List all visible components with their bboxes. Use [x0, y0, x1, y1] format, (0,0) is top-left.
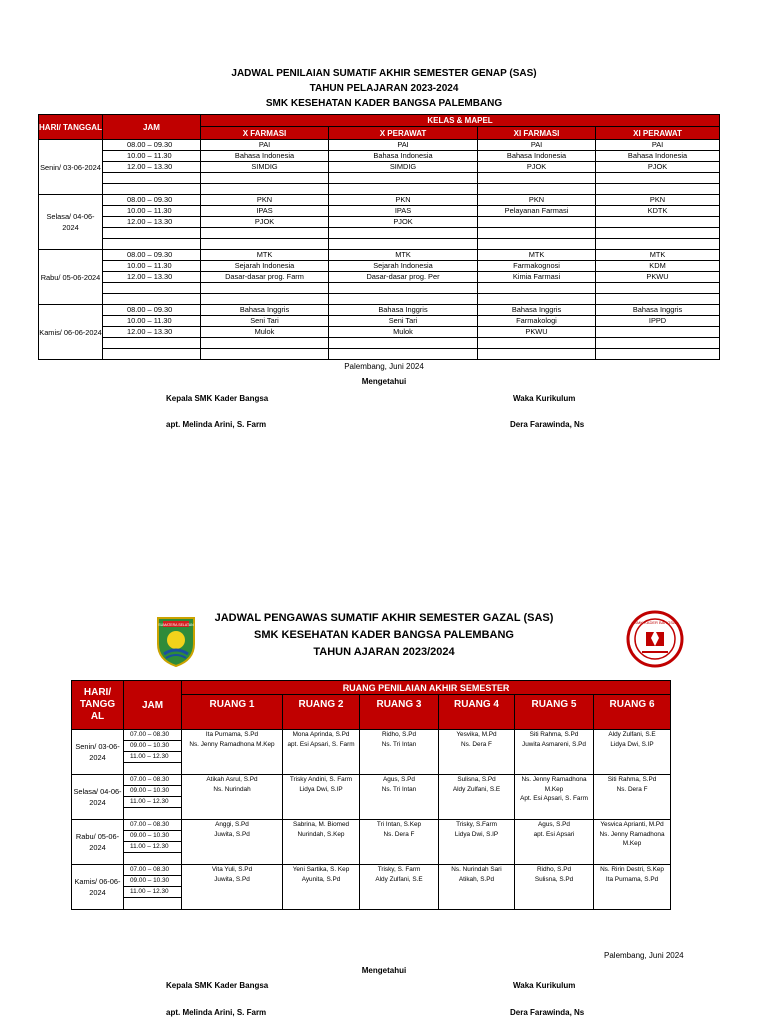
blank-cell: [596, 283, 720, 294]
blank-cell: [103, 184, 201, 195]
doc2-title-line-3: TAHUN AJARAN 2023/2024: [313, 646, 455, 658]
supervisor-cell: Ita Purnama, S.Pd Ns. Jenny Ramadhona M.Kep: [182, 730, 283, 775]
blank-cell: [103, 349, 201, 360]
blank-cell: [329, 349, 478, 360]
day-cell: Selasa/ 04-06-2024: [39, 195, 103, 250]
subject-cell: [596, 217, 720, 228]
supervisor-cell: Trisky, S.Farm Lidya Dwi, S.IP: [439, 820, 515, 865]
header-room: RUANG 6: [594, 695, 671, 730]
blank-row: [39, 239, 720, 250]
table-row: [39, 305, 720, 316]
header-room: RUANG 4: [439, 695, 515, 730]
subject-cell: MTK: [329, 250, 478, 261]
blank-cell: [596, 294, 720, 305]
blank-cell: [329, 228, 478, 239]
subject-cell: Farmakologi: [478, 316, 596, 327]
supervisor-cell: Anggi, S.Pd Juwita, S.Pd: [182, 820, 283, 865]
blank-cell: [201, 173, 329, 184]
day-cell: Rabu/ 05-06-2024: [39, 250, 103, 305]
time-cell: 10.00 – 11.30: [103, 206, 201, 217]
blank-cell: [596, 239, 720, 250]
subject-cell: Seni Tari: [201, 316, 329, 327]
blank-cell: [478, 283, 596, 294]
subject-cell: Dasar-dasar prog. Per: [329, 272, 478, 283]
time-cell: 08.00 – 09.30: [103, 305, 201, 316]
supervisor-cell: Yesvica Aprianti, M.Pd Ns. Jenny Ramadhona M.Kep: [594, 820, 671, 865]
blank-cell: [201, 294, 329, 305]
blank-cell: [329, 283, 478, 294]
table-row: [39, 316, 720, 327]
blank-cell: [478, 228, 596, 239]
subject-cell: PAI: [596, 140, 720, 151]
blank-row: [39, 349, 720, 360]
blank-cell: [201, 239, 329, 250]
subject-cell: MTK: [478, 250, 596, 261]
time-cell: 12.00 – 13.30: [103, 217, 201, 228]
header-class: XI PERAWAT: [596, 127, 720, 140]
subject-cell: PAI: [201, 140, 329, 151]
header-room: RUANG 3: [360, 695, 439, 730]
subject-cell: KDTK: [596, 206, 720, 217]
supervisor-cell: Trisky, S. Farm Aldy Zulfani, S.E: [360, 865, 439, 910]
blank-cell: [478, 349, 596, 360]
blank-cell: [329, 294, 478, 305]
subject-cell: IPAS: [329, 206, 478, 217]
time-cell: 11.00 – 12.30: [124, 842, 182, 853]
blank-cell: [478, 294, 596, 305]
blank-cell: [201, 184, 329, 195]
time-cell: 12.00 – 13.30: [103, 272, 201, 283]
supervisor-cell: Tri Intan, S.Kep Ns. Dera F: [360, 820, 439, 865]
blank-row: [39, 173, 720, 184]
table-row: [39, 206, 720, 217]
blank-cell: [124, 853, 182, 865]
supervisor-cell: Aldy Zulfani, S.E Lidya Dwi, S.IP: [594, 730, 671, 775]
subject-cell: IPAS: [201, 206, 329, 217]
subject-cell: PJOK: [596, 162, 720, 173]
blank-cell: [478, 184, 596, 195]
header-class: X FARMASI: [201, 127, 329, 140]
subject-cell: PKWU: [596, 272, 720, 283]
subject-cell: PKWU: [478, 327, 596, 338]
subject-cell: PKN: [201, 195, 329, 206]
time-cell: 11.00 – 12.30: [124, 797, 182, 808]
header-class: XI FARMASI: [478, 127, 596, 140]
table-row: [72, 775, 671, 786]
day-cell: Selasa/ 04-06-2024: [72, 775, 124, 820]
header-jam: JAM: [124, 681, 182, 730]
table-row: [72, 730, 671, 741]
blank-row: [39, 228, 720, 239]
subject-cell: Mulok: [201, 327, 329, 338]
supervisor-cell: Mona Aprinda, S.Pd apt. Esi Apsari, S. Farm: [283, 730, 360, 775]
table-row: [72, 820, 671, 831]
blank-cell: [124, 898, 182, 910]
blank-cell: [201, 349, 329, 360]
supervisor-cell: Sulisna, S.Pd Aldy Zulfani, S.E: [439, 775, 515, 820]
header-ruang-group: RUANG PENILAIAN AKHIR SEMESTER: [182, 681, 671, 695]
header-kelas-mapel: KELAS & MAPEL: [201, 115, 720, 127]
blank-cell: [103, 338, 201, 349]
supervisor-cell: Agus, S.Pd Ns. Tri Intan: [360, 775, 439, 820]
subject-cell: [596, 327, 720, 338]
time-cell: 12.00 – 13.30: [103, 327, 201, 338]
table-row: [39, 151, 720, 162]
doc1-title-line-1: JADWAL PENILAIAN SUMATIF AKHIR SEMESTER GENAP (SAS): [231, 68, 537, 79]
supervisor-cell: Ns. Nurindah Sari Atikah, S.Pd: [439, 865, 515, 910]
blank-cell: [103, 283, 201, 294]
subject-cell: PJOK: [478, 162, 596, 173]
subject-cell: Bahasa Inggris: [201, 305, 329, 316]
subject-cell: Kimia Farmasi: [478, 272, 596, 283]
table-row: [39, 327, 720, 338]
time-cell: 09.00 – 10.30: [124, 741, 182, 752]
header-room: RUANG 2: [283, 695, 360, 730]
doc1-right-name: Dera Farawinda, Ns: [510, 420, 585, 429]
supervisor-cell: Ns. Jenny Ramadhona M.Kep Apt. Esi Apsari, S. Farm: [515, 775, 594, 820]
header-day: HARI/ TANGG AL: [72, 681, 124, 730]
subject-cell: PJOK: [329, 217, 478, 228]
subject-cell: Bahasa Inggris: [478, 305, 596, 316]
blank-cell: [103, 228, 201, 239]
time-cell: 11.00 – 12.30: [124, 752, 182, 763]
time-cell: 07.00 – 08.30: [124, 730, 182, 741]
time-cell: 09.00 – 10.30: [124, 831, 182, 842]
time-cell: 09.00 – 10.30: [124, 786, 182, 797]
subject-cell: MTK: [201, 250, 329, 261]
day-cell: Senin/ 03-06-2024: [39, 140, 103, 195]
supervisor-cell: Atikah Asrul, S.Pd Ns. Nurindah: [182, 775, 283, 820]
blank-cell: [596, 349, 720, 360]
supervisor-cell: Trisky Andini, S. Farm Lidya Dwi, S.IP: [283, 775, 360, 820]
day-cell: Kamis/ 06-06-2024: [39, 305, 103, 360]
day-cell: Kamis/ 06-06-2024: [72, 865, 124, 910]
subject-cell: KDM: [596, 261, 720, 272]
supervisor-cell: Siti Rahma, S.Pd Ns. Dera F: [594, 775, 671, 820]
table-row: [39, 272, 720, 283]
blank-cell: [596, 338, 720, 349]
school-logo-label: SMK KADER BANGSA: [634, 620, 676, 625]
doc1-place-date: Palembang, Juni 2024: [344, 362, 424, 371]
time-cell: 07.00 – 08.30: [124, 865, 182, 876]
table-row: [39, 162, 720, 173]
doc2-mengetahui: Mengetahui: [361, 966, 407, 975]
subject-cell: SIMDIG: [329, 162, 478, 173]
subject-cell: PKN: [329, 195, 478, 206]
supervisor-cell: Yesvika, M.Pd Ns. Dera F: [439, 730, 515, 775]
supervisor-schedule-table: [71, 680, 671, 910]
header-room: RUANG 1: [182, 695, 283, 730]
subject-cell: Farmakognosi: [478, 261, 596, 272]
header-class: X PERAWAT: [329, 127, 478, 140]
exam-schedule-table: [38, 114, 720, 360]
blank-cell: [478, 173, 596, 184]
blank-cell: [124, 808, 182, 820]
table-row: [39, 195, 720, 206]
blank-cell: [201, 283, 329, 294]
schedule-body: [39, 140, 720, 360]
header-room: RUANG 5: [515, 695, 594, 730]
blank-row: [39, 294, 720, 305]
subject-cell: PJOK: [201, 217, 329, 228]
time-cell: 07.00 – 08.30: [124, 775, 182, 786]
blank-cell: [329, 173, 478, 184]
doc2-left-name: apt. Melinda Arini, S. Farm: [166, 1008, 267, 1017]
doc2-left-role: Kepala SMK Kader Bangsa: [166, 981, 269, 990]
table-row: [39, 250, 720, 261]
doc1-left-name: apt. Melinda Arini, S. Farm: [166, 420, 267, 429]
subject-cell: PAI: [478, 140, 596, 151]
subject-cell: [478, 217, 596, 228]
blank-cell: [103, 294, 201, 305]
supervisor-cell: Ridho, S.Pd Sulisna, S.Pd: [515, 865, 594, 910]
doc2-right-name: Dera Farawinda, Ns: [510, 1008, 585, 1017]
supervisor-cell: Agus, S.Pd apt. Esi Apsari: [515, 820, 594, 865]
subject-cell: Mulok: [329, 327, 478, 338]
subject-cell: Seni Tari: [329, 316, 478, 327]
subject-cell: Pelayanan Farmasi: [478, 206, 596, 217]
blank-cell: [329, 338, 478, 349]
time-cell: 12.00 – 13.30: [103, 162, 201, 173]
subject-cell: Dasar-dasar prog. Farm: [201, 272, 329, 283]
subject-cell: SIMDIG: [201, 162, 329, 173]
blank-row: [39, 283, 720, 294]
blank-cell: [103, 173, 201, 184]
subject-cell: Bahasa Indonesia: [478, 151, 596, 162]
supervisor-cell: Sabrina, M. Biomed Nurindah, S.Kep: [283, 820, 360, 865]
time-cell: 11.00 – 12.30: [124, 887, 182, 898]
supervisor-body: [72, 730, 671, 910]
table-row: [39, 217, 720, 228]
doc1-right-role: Waka Kurikulum: [513, 394, 576, 403]
subject-cell: PKN: [596, 195, 720, 206]
table-row: [39, 140, 720, 151]
doc1-title-line-2: TAHUN PELAJARAN 2023-2024: [309, 83, 459, 94]
blank-cell: [478, 338, 596, 349]
header-day: HARI/ TANGGAL: [39, 115, 103, 140]
time-cell: 10.00 – 11.30: [103, 316, 201, 327]
subject-cell: Sejarah Indonesia: [201, 261, 329, 272]
blank-cell: [201, 338, 329, 349]
doc1-left-role: Kepala SMK Kader Bangsa: [166, 394, 269, 403]
subject-cell: Sejarah Indonesia: [329, 261, 478, 272]
supervisor-cell: Siti Rahma, S.Pd Juwita Asmareni, S.Pd: [515, 730, 594, 775]
doc1-title-line-3: SMK KESEHATAN KADER BANGSA PALEMBANG: [265, 98, 503, 109]
time-cell: 10.00 – 11.30: [103, 151, 201, 162]
blank-cell: [596, 184, 720, 195]
doc2-right-role: Waka Kurikulum: [513, 981, 576, 990]
subject-cell: MTK: [596, 250, 720, 261]
supervisor-cell: Yeni Sartika, S. Kep Ayunita, S.Pd: [283, 865, 360, 910]
blank-cell: [329, 184, 478, 195]
subject-cell: Bahasa Inggris: [329, 305, 478, 316]
blank-row: [39, 338, 720, 349]
subject-cell: Bahasa Indonesia: [201, 151, 329, 162]
time-cell: 08.00 – 09.30: [103, 195, 201, 206]
time-cell: 09.00 – 10.30: [124, 876, 182, 887]
supervisor-cell: Ns. Ririn Destri, S.Kep Ita Purnama, S.Pd: [594, 865, 671, 910]
doc2-title-line-1: JADWAL PENGAWAS SUMATIF AKHIR SEMESTER GAZAL (SAS): [214, 612, 554, 624]
day-cell: Senin/ 03-06-2024: [72, 730, 124, 775]
subject-cell: IPPD: [596, 316, 720, 327]
subject-cell: Bahasa Indonesia: [596, 151, 720, 162]
day-cell: Rabu/ 05-06-2024: [72, 820, 124, 865]
blank-cell: [329, 239, 478, 250]
header-jam: JAM: [103, 115, 201, 140]
doc2-title-line-2: SMK KESEHATAN KADER BANGSA PALEMBANG: [254, 629, 514, 641]
blank-cell: [478, 239, 596, 250]
doc1-mengetahui: Mengetahui: [361, 377, 407, 386]
time-cell: 10.00 – 11.30: [103, 261, 201, 272]
emblem-label: SUMATERA SELATAN: [158, 623, 194, 627]
table-row: [39, 261, 720, 272]
table-row: [72, 865, 671, 876]
doc2-place-date: Palembang, Juni 2024: [604, 951, 684, 960]
supervisor-cell: Vita Yuli, S.Pd Juwita, S.Pd: [182, 865, 283, 910]
subject-cell: Bahasa Indonesia: [329, 151, 478, 162]
subject-cell: Bahasa Inggris: [596, 305, 720, 316]
blank-cell: [596, 173, 720, 184]
subject-cell: PAI: [329, 140, 478, 151]
time-cell: 08.00 – 09.30: [103, 250, 201, 261]
supervisor-cell: Ridho, S.Pd Ns. Tri Intan: [360, 730, 439, 775]
time-cell: 08.00 – 09.30: [103, 140, 201, 151]
blank-cell: [596, 228, 720, 239]
blank-cell: [103, 239, 201, 250]
blank-row: [39, 184, 720, 195]
blank-cell: [124, 763, 182, 775]
blank-cell: [201, 228, 329, 239]
subject-cell: PKN: [478, 195, 596, 206]
time-cell: 07.00 – 08.30: [124, 820, 182, 831]
